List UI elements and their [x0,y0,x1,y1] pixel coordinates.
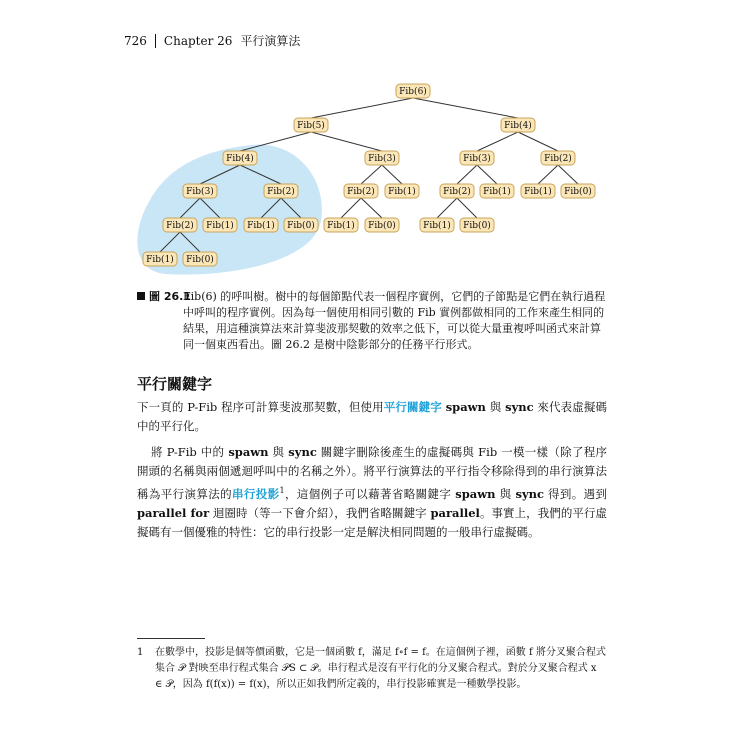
tree-node [501,118,535,132]
tree-node-label: Fib(2) [267,187,295,197]
tree-node-label: Fib(1) [327,221,355,231]
footnote [137,645,607,693]
tree-node [480,184,514,198]
tree-node-label: Fib(1) [247,221,275,231]
term-serial-projection: 串行投影 [232,486,280,501]
tree-node [344,184,378,198]
term-parallel-keywords: 平行關鍵字 [383,400,442,414]
tree-node-label: Fib(2) [166,221,194,231]
tree-edge [311,98,413,118]
footnote-number: 1 [137,647,144,658]
tree-edge [518,132,558,151]
tree-node [203,218,237,232]
tree-node-label: Fib(5) [297,121,325,131]
tree-node-label: Fib(0) [564,187,592,197]
tree-node-label: Fib(2) [347,187,375,197]
tree-node [440,184,474,198]
footnote-ref: 1 [279,486,285,495]
tree-node [183,184,217,198]
tree-node-label: Fib(1) [146,255,174,265]
tree-edge [437,198,457,218]
tree-node [365,151,399,165]
page-number: 726 [124,33,147,48]
tree-node [385,184,419,198]
tree-edge [457,165,477,184]
section-title: 平行關鍵字 [137,375,213,393]
tree-node [163,218,197,232]
tree-node [244,218,278,232]
tree-node [420,218,454,232]
chapter-title: 平行演算法 [240,34,301,48]
tree-node-label: Fib(0) [186,255,214,265]
tree-node-label: Fib(3) [368,154,396,164]
tree-edge [361,165,382,184]
tree-node-label: Fib(4) [226,154,254,164]
tree-node-label: Fib(2) [443,187,471,197]
tree-edge [341,198,361,218]
caption-text: Fib(6) 的呼叫樹。樹中的每個節點代表一個程序實例，它們的子節點是它們在執行過程中呼叫的程序實例。因為每一個使用相同引數的 Fib 實例都做相同的工作來產生相同的結果，用這種演算法來計算斐波那契數的效率之低下，可以從大量重複呼叫函式來計算同一個東西看出。圖 26.2 是樹中陰影部分的任務平行形式。 [183,290,606,351]
footnote-rule [137,638,205,639]
tree-node-label: Fib(6) [399,87,427,97]
tree-edge [457,198,477,218]
tree-node-label: Fib(3) [463,154,491,164]
tree-node [143,252,177,266]
tree-node [521,184,555,198]
tree-node [561,184,595,198]
tree-edge [477,132,518,151]
tree-node-label: Fib(1) [524,187,552,197]
tree-edge [382,165,402,184]
tree-node [460,218,494,232]
tree-node-label: Fib(1) [388,187,416,197]
square-icon [137,292,145,300]
tree-node [460,151,494,165]
tree-node-label: Fib(2) [544,154,572,164]
tree-node [541,151,575,165]
tree-node-label: Fib(1) [206,221,234,231]
tree-node-label: Fib(0) [463,221,491,231]
tree-node-label: Fib(0) [368,221,396,231]
tree-node [294,118,328,132]
tree-node-label: Fib(1) [483,187,511,197]
tree-edge [311,132,382,151]
caption-label: 圖 26.1 [137,289,183,353]
tree-edge [477,165,497,184]
call-tree-diagram [0,0,750,285]
tree-node [264,184,298,198]
tree-edge [538,165,558,184]
tree-node-label: Fib(0) [287,221,315,231]
paragraph-1: 下一頁的 P-Fib 程序可計算斐波那契數，但使用平行關鍵字 spawn 與 sync 來代表虛擬碼中的平行化。 [137,400,608,433]
chapter-label: Chapter 26 [163,33,233,48]
tree-edge [361,198,382,218]
tree-node [324,218,358,232]
tree-node [223,151,257,165]
tree-node [396,84,430,98]
tree-node-label: Fib(3) [186,187,214,197]
tree-edge [413,98,518,118]
footnote-text: 在數學中，投影是個等價函數，它是一個函數 f，滿足 f∘f = f。在這個例子裡，函數 f 將分叉聚合程式集合 𝒫 對映至串行程式集合 𝒫S ⊂ 𝒫。串行程式是沒有平行化的分叉聚合程式。對於分叉聚合程式 x ∈ 𝒫，因為 f(f(x)) = f(x)，所以正如我們所定義的，串行投影確實是一種數學投影。 [155,647,606,690]
tree-node [365,218,399,232]
tree-edge [558,165,578,184]
tree-node-label: Fib(1) [423,221,451,231]
tree-node-label: Fib(4) [504,121,532,131]
tree-node [183,252,217,266]
figure-caption [137,289,607,353]
tree-node [284,218,318,232]
paragraph-2: 將 P-Fib 中的 spawn 與 sync 關鍵字刪除後產生的虛擬碼與 Fib 一模一樣（除了程序開頭的名稱與兩個遞迴呼叫中的名稱之外）。將平行演算法的平行指令移除得到的串行演算法稱為平行演算法的串行投影$^1$，這個例子可以藉著省略關鍵字 spawn 與 sync 得到。遇到 parallel for 迴圈時（等一下會介紹），我們省略關鍵字 parallel。事實上，我們的平行虛擬碼有一個優雅的特性：它的串行投影一定是解決相同問題的一般串行虛擬碼。 [137,445,608,539]
